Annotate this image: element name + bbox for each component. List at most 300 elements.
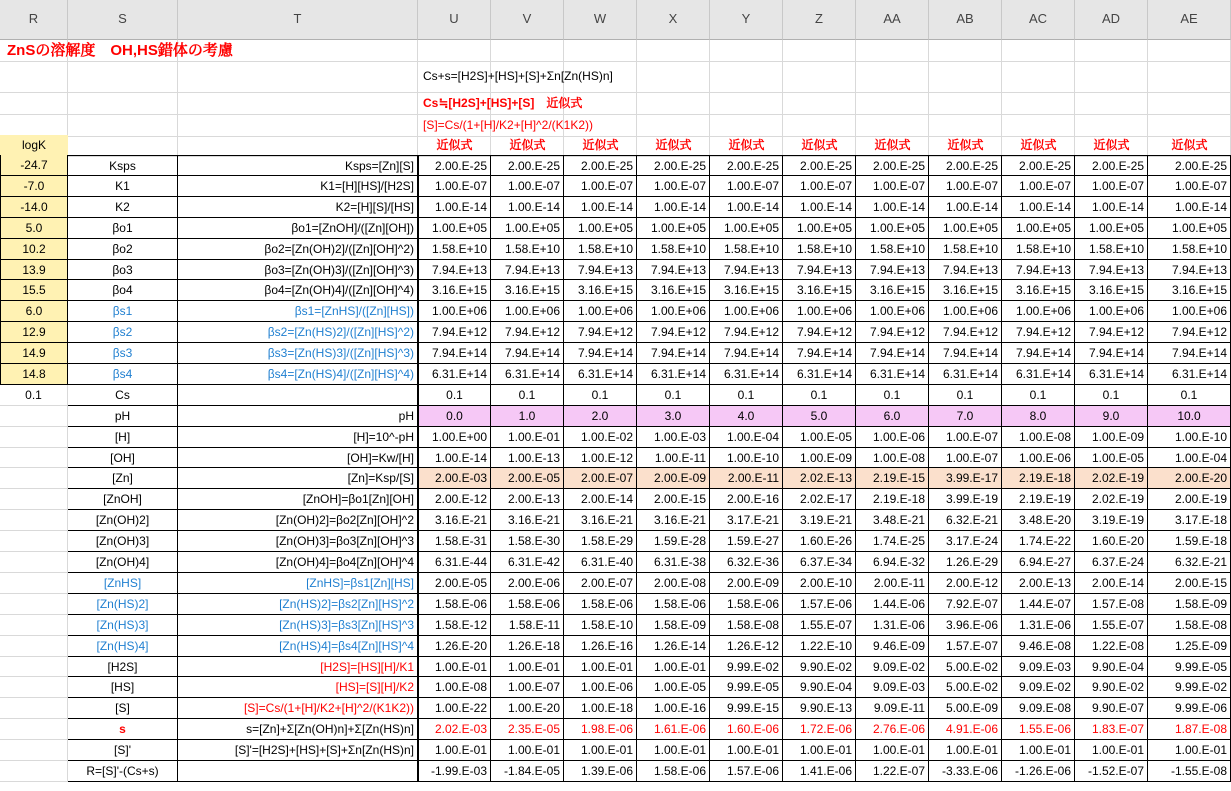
formula[interactable]: s=[Zn]+Σ[Zn(OH)n]+Σ[Zn(HS)n] [178,719,418,740]
formula[interactable]: βs4=[Zn(HS)4]/([Zn][HS]^4) [178,364,418,385]
param-name[interactable]: s [68,719,178,740]
value-cell[interactable]: 1.26.E-18 [491,636,564,657]
value-cell[interactable]: 7.94.E+13 [856,260,929,280]
value-cell[interactable]: 1.58.E+10 [710,239,783,260]
logk-value[interactable]: 5.0 [0,218,68,239]
value-cell[interactable]: 2.00.E-25 [1075,155,1148,176]
value-cell[interactable]: 1.00.E+06 [1075,301,1148,322]
value-cell[interactable]: 9.09.E-02 [856,657,929,677]
logk-value[interactable] [0,740,68,761]
value-cell[interactable]: 7.94.E+14 [637,343,710,364]
value-cell[interactable]: 1.57.E-06 [710,761,783,782]
formula[interactable]: [ZnOH]=βo1[Zn][OH] [178,489,418,510]
value-cell[interactable]: 2.00.E-13 [1002,573,1075,594]
empty-cell[interactable] [1148,40,1231,62]
value-cell[interactable]: 1.58.E-09 [637,615,710,636]
value-cell[interactable]: -1.99.E-03 [418,761,491,782]
value-cell[interactable]: 1.00.E-09 [783,448,856,468]
value-cell[interactable]: 9.09.E-02 [1002,677,1075,698]
value-cell[interactable]: 3.16.E+15 [491,280,564,301]
value-cell[interactable]: 1.60.E-06 [710,719,783,740]
value-cell[interactable]: 1.72.E-06 [783,719,856,740]
param-name[interactable]: [Zn(OH)4] [68,552,178,573]
logk-value[interactable] [0,573,68,594]
value-cell[interactable]: 3.16.E-21 [637,510,710,531]
value-cell[interactable]: 1.25.E-09 [1148,636,1231,657]
value-cell[interactable]: 0.1 [637,385,710,406]
column-header-y[interactable]: Y [710,0,783,40]
value-cell[interactable]: 1.00.E-01 [564,657,637,677]
formula[interactable]: βo4=[Zn(OH)4]/([Zn][OH]^4) [178,280,418,301]
empty-cell[interactable] [856,40,929,62]
value-cell[interactable]: 1.00.E-01 [856,740,929,761]
logk-value[interactable] [0,677,68,698]
value-cell[interactable]: 7.92.E-07 [929,594,1002,615]
value-cell[interactable]: 1.22.E-07 [856,761,929,782]
value-cell[interactable]: 3.16.E+15 [783,280,856,301]
value-cell[interactable]: 9.99.E-15 [710,698,783,719]
param-name[interactable]: [Zn(HS)4] [68,636,178,657]
value-cell[interactable]: 2.00.E-25 [1002,155,1075,176]
value-cell[interactable]: 7.94.E+12 [710,322,783,343]
param-name[interactable]: [Zn(OH)3] [68,531,178,552]
value-cell[interactable]: 0.1 [856,385,929,406]
value-cell[interactable]: 2.00.E-07 [564,468,637,489]
value-cell[interactable]: 6.32.E-21 [1148,552,1231,573]
value-cell[interactable]: 7.94.E+14 [1148,343,1231,364]
value-cell[interactable]: 1.60.E-20 [1075,531,1148,552]
column-header-x[interactable]: X [637,0,710,40]
param-name[interactable]: R=[S]'-(Cs+s) [68,761,178,782]
value-cell[interactable]: 1.00.E-05 [783,427,856,448]
value-cell[interactable]: 6.31.E-38 [637,552,710,573]
logk-value[interactable]: 15.5 [0,280,68,301]
formula[interactable]: [ZnHS]=βs1[Zn][HS] [178,573,418,594]
value-cell[interactable]: 2.00.E-25 [637,155,710,176]
value-cell[interactable]: 1.00.E-07 [929,448,1002,468]
empty-cell[interactable] [178,62,418,93]
value-cell[interactable]: 3.16.E+15 [1002,280,1075,301]
value-cell[interactable]: 6.31.E+14 [1002,364,1075,385]
value-cell[interactable]: 1.58.E-11 [491,615,564,636]
value-cell[interactable]: 7.94.E+12 [929,322,1002,343]
value-cell[interactable]: 1.00.E-04 [1148,448,1231,468]
value-cell[interactable]: 1.00.E-08 [418,677,491,698]
value-cell[interactable]: 1.55.E-07 [783,615,856,636]
value-cell[interactable]: 3.16.E+15 [856,280,929,301]
formula[interactable]: [H2S]=[HS][H]/K1 [178,657,418,677]
value-cell[interactable]: 1.58.E-08 [710,615,783,636]
formula[interactable]: [Zn(HS)2]=βs2[Zn][HS]^2 [178,594,418,615]
value-cell[interactable]: 1.58.E-29 [564,531,637,552]
value-cell[interactable]: 3.16.E+15 [1148,280,1231,301]
empty-cell[interactable] [0,62,68,93]
value-cell[interactable]: 2.19.E-15 [856,468,929,489]
value-cell[interactable]: 6.31.E+14 [929,364,1002,385]
value-cell[interactable]: 1.00.E-22 [418,698,491,719]
value-cell[interactable]: 1.00.E-05 [637,677,710,698]
value-cell[interactable]: 3.16.E+15 [418,280,491,301]
value-cell[interactable]: 2.02.E-03 [418,719,491,740]
logk-value[interactable] [0,489,68,510]
value-cell[interactable]: 0.1 [1148,385,1231,406]
empty-cell[interactable] [1075,93,1148,115]
value-cell[interactable]: 7.94.E+12 [491,322,564,343]
value-cell[interactable]: 1.00.E-14 [637,197,710,218]
logk-value[interactable]: -24.7 [0,155,68,176]
value-cell[interactable]: 0.1 [491,385,564,406]
value-cell[interactable]: 3.0 [637,406,710,427]
value-cell[interactable]: 7.94.E+13 [564,260,637,280]
value-cell[interactable]: 1.00.E+06 [564,301,637,322]
column-header-r[interactable]: R [0,0,68,40]
value-cell[interactable]: 1.00.E-14 [418,448,491,468]
value-cell[interactable]: 2.00.E-06 [491,573,564,594]
param-name[interactable]: βs4 [68,364,178,385]
value-cell[interactable]: 9.0 [1075,406,1148,427]
value-cell[interactable]: 1.00.E-04 [710,427,783,448]
empty-cell[interactable] [564,40,637,62]
value-cell[interactable]: 1.00.E+06 [710,301,783,322]
value-cell[interactable]: 1.00.E+05 [1148,218,1231,239]
formula[interactable]: K2=[H][S]/[HS] [178,197,418,218]
value-cell[interactable]: 6.31.E+14 [1148,364,1231,385]
formula[interactable]: βo1=[ZnOH]/([Zn][OH]) [178,218,418,239]
empty-cell[interactable] [637,40,710,62]
value-cell[interactable]: 1.58.E-06 [637,594,710,615]
value-cell[interactable]: 3.17.E-21 [710,510,783,531]
value-cell[interactable]: 1.87.E-08 [1148,719,1231,740]
value-cell[interactable]: 2.00.E-13 [491,489,564,510]
empty-cell[interactable] [68,93,178,115]
empty-cell[interactable] [1148,93,1231,115]
formula[interactable]: [Zn(OH)3]=βo3[Zn][OH]^3 [178,531,418,552]
logk-value[interactable] [0,510,68,531]
value-cell[interactable]: 9.46.E-08 [1002,636,1075,657]
value-cell[interactable]: 6.31.E-40 [564,552,637,573]
logk-value[interactable]: 10.2 [0,239,68,260]
value-cell[interactable]: 9.90.E-07 [1075,698,1148,719]
value-cell[interactable]: 1.00.E-07 [783,176,856,197]
value-cell[interactable]: 5.00.E-02 [929,657,1002,677]
value-cell[interactable]: 0.0 [418,406,491,427]
value-cell[interactable]: 1.58.E-08 [1148,615,1231,636]
logk-value[interactable] [0,636,68,657]
value-cell[interactable]: 2.00.E-05 [418,573,491,594]
empty-cell[interactable] [68,62,178,93]
logk-value[interactable]: 0.1 [0,385,68,406]
empty-cell[interactable] [710,40,783,62]
value-cell[interactable]: 1.58.E-06 [418,594,491,615]
value-cell[interactable]: 6.94.E-27 [1002,552,1075,573]
value-cell[interactable]: 1.00.E-01 [929,740,1002,761]
param-name[interactable]: pH [68,406,178,427]
value-cell[interactable]: 7.94.E+12 [418,322,491,343]
value-cell[interactable]: 1.00.E-10 [1148,427,1231,448]
param-name[interactable]: K2 [68,197,178,218]
value-cell[interactable]: 3.99.E-17 [929,468,1002,489]
value-cell[interactable]: 1.26.E-12 [710,636,783,657]
formula[interactable]: [OH]=Kw/[H] [178,448,418,468]
value-cell[interactable]: 1.58.E+10 [418,239,491,260]
value-cell[interactable]: 1.98.E-06 [564,719,637,740]
value-cell[interactable]: 2.00.E-25 [564,155,637,176]
value-cell[interactable]: 7.94.E+14 [418,343,491,364]
value-cell[interactable]: 6.31.E-44 [418,552,491,573]
value-cell[interactable]: 7.94.E+14 [491,343,564,364]
value-cell[interactable]: 2.00.E-10 [783,573,856,594]
value-cell[interactable]: 9.90.E-13 [783,698,856,719]
value-cell[interactable]: 1.00.E-01 [491,740,564,761]
value-cell[interactable]: 3.16.E+15 [929,280,1002,301]
formula[interactable]: βo2=[Zn(OH)2]/([Zn][OH]^2) [178,239,418,260]
value-cell[interactable]: 8.0 [1002,406,1075,427]
value-cell[interactable]: 1.00.E-01 [783,740,856,761]
empty-cell[interactable] [178,115,418,137]
value-cell[interactable]: 0.1 [1002,385,1075,406]
value-cell[interactable]: 1.00.E-07 [1002,176,1075,197]
value-cell[interactable]: 1.58.E+10 [1002,239,1075,260]
value-cell[interactable]: 1.00.E+05 [929,218,1002,239]
value-cell[interactable]: 3.99.E-19 [929,489,1002,510]
formula[interactable]: βs2=[Zn(HS)2]/([Zn][HS]^2) [178,322,418,343]
value-cell[interactable]: 9.90.E-02 [1075,677,1148,698]
value-cell[interactable]: 3.16.E-21 [418,510,491,531]
empty-cell[interactable] [1002,93,1075,115]
param-name[interactable]: [Zn(HS)3] [68,615,178,636]
empty-cell[interactable] [418,40,491,62]
value-cell[interactable]: 6.94.E-32 [856,552,929,573]
value-cell[interactable]: 1.58.E+10 [1148,239,1231,260]
value-cell[interactable]: 1.00.E-01 [1002,740,1075,761]
value-cell[interactable]: 6.31.E+14 [783,364,856,385]
param-name[interactable]: [OH] [68,448,178,468]
empty-cell[interactable] [0,115,68,137]
empty-cell[interactable] [1148,115,1231,137]
value-cell[interactable]: 1.00.E+05 [1002,218,1075,239]
value-cell[interactable]: 1.00.E-01 [1075,740,1148,761]
value-cell[interactable]: 3.16.E+15 [637,280,710,301]
value-cell[interactable]: 6.31.E+14 [637,364,710,385]
value-cell[interactable]: 2.02.E-13 [783,468,856,489]
value-cell[interactable]: 2.00.E-25 [491,155,564,176]
formula[interactable]: βo3=[Zn(OH)3]/([Zn][OH]^3) [178,260,418,280]
value-cell[interactable]: 1.00.E-08 [1002,427,1075,448]
logk-value[interactable] [0,468,68,489]
value-cell[interactable]: 2.02.E-17 [783,489,856,510]
value-cell[interactable]: 1.00.E-01 [637,740,710,761]
value-cell[interactable]: 4.0 [710,406,783,427]
value-cell[interactable]: 1.00.E-07 [418,176,491,197]
column-header-ad[interactable]: AD [1075,0,1148,40]
param-name[interactable]: [S]' [68,740,178,761]
value-cell[interactable]: 4.91.E-06 [929,719,1002,740]
value-cell[interactable]: 7.94.E+13 [783,260,856,280]
value-cell[interactable]: 7.94.E+13 [1002,260,1075,280]
column-header-u[interactable]: U [418,0,491,40]
value-cell[interactable]: 1.00.E-14 [1075,197,1148,218]
value-cell[interactable]: 1.00.E+00 [418,427,491,448]
logk-value[interactable] [0,719,68,740]
value-cell[interactable]: 1.00.E-09 [1075,427,1148,448]
value-cell[interactable]: 1.00.E-14 [1002,197,1075,218]
logk-value[interactable] [0,594,68,615]
value-cell[interactable]: 1.58.E+10 [783,239,856,260]
param-name[interactable]: [Zn(OH)2] [68,510,178,531]
value-cell[interactable]: 7.94.E+13 [929,260,1002,280]
formula[interactable]: [Zn(OH)4]=βo4[Zn][OH]^4 [178,552,418,573]
formula[interactable]: [Zn(HS)4]=βs4[Zn][HS]^4 [178,636,418,657]
param-name[interactable]: βs2 [68,322,178,343]
value-cell[interactable]: 1.00.E-01 [491,657,564,677]
column-header-z[interactable]: Z [783,0,856,40]
value-cell[interactable]: 2.00.E-25 [783,155,856,176]
value-cell[interactable]: 1.00.E-14 [710,197,783,218]
value-cell[interactable]: 1.31.E-06 [856,615,929,636]
value-cell[interactable]: 1.58.E+10 [637,239,710,260]
value-cell[interactable]: 1.00.E-07 [856,176,929,197]
value-cell[interactable]: 2.00.E-08 [637,573,710,594]
value-cell[interactable]: 1.58.E-31 [418,531,491,552]
value-cell[interactable]: 1.58.E-06 [491,594,564,615]
value-cell[interactable]: 7.0 [929,406,1002,427]
value-cell[interactable]: 1.00.E+05 [1075,218,1148,239]
value-cell[interactable]: 0.1 [929,385,1002,406]
empty-cell[interactable] [1075,115,1148,137]
value-cell[interactable]: 2.00.E-07 [564,573,637,594]
empty-cell[interactable] [929,40,1002,62]
logk-value[interactable]: -14.0 [0,197,68,218]
value-cell[interactable]: 9.46.E-09 [856,636,929,657]
param-name[interactable]: Cs [68,385,178,406]
value-cell[interactable]: 6.32.E-36 [710,552,783,573]
value-cell[interactable]: 1.00.E+05 [783,218,856,239]
value-cell[interactable]: 1.58.E-09 [1148,594,1231,615]
value-cell[interactable]: 2.19.E-18 [856,489,929,510]
column-header-t[interactable]: T [178,0,418,40]
value-cell[interactable]: 1.58.E+10 [929,239,1002,260]
value-cell[interactable]: 7.94.E+12 [1002,322,1075,343]
value-cell[interactable]: 1.26.E-29 [929,552,1002,573]
empty-cell[interactable] [0,93,68,115]
param-name[interactable]: [H] [68,427,178,448]
value-cell[interactable]: 1.00.E-08 [856,448,929,468]
value-cell[interactable]: 7.94.E+14 [783,343,856,364]
value-cell[interactable]: -3.33.E-06 [929,761,1002,782]
empty-cell[interactable] [1075,62,1148,93]
value-cell[interactable]: 1.00.E-01 [564,740,637,761]
value-cell[interactable]: -1.26.E-06 [1002,761,1075,782]
value-cell[interactable]: 1.58.E-06 [710,594,783,615]
value-cell[interactable]: 1.00.E-01 [418,657,491,677]
value-cell[interactable]: 1.00.E+06 [783,301,856,322]
empty-cell[interactable] [1002,115,1075,137]
value-cell[interactable]: 1.0 [491,406,564,427]
logk-value[interactable] [0,615,68,636]
value-cell[interactable]: 6.0 [856,406,929,427]
empty-cell[interactable] [1002,40,1075,62]
logk-value[interactable] [0,552,68,573]
value-cell[interactable]: 7.94.E+14 [710,343,783,364]
value-cell[interactable]: 9.99.E-05 [710,677,783,698]
value-cell[interactable]: 2.00.E-12 [418,489,491,510]
param-name[interactable]: [S] [68,698,178,719]
value-cell[interactable]: 5.0 [783,406,856,427]
value-cell[interactable]: 7.94.E+13 [1075,260,1148,280]
value-cell[interactable]: 7.94.E+13 [637,260,710,280]
value-cell[interactable]: 2.00.E-25 [929,155,1002,176]
param-name[interactable]: Ksps [68,155,178,176]
value-cell[interactable]: 7.94.E+14 [856,343,929,364]
value-cell[interactable]: 3.19.E-21 [783,510,856,531]
value-cell[interactable]: 2.00.E-19 [1148,489,1231,510]
value-cell[interactable]: 1.00.E-07 [929,176,1002,197]
value-cell[interactable]: 1.00.E+05 [710,218,783,239]
value-cell[interactable]: 1.00.E-20 [491,698,564,719]
value-cell[interactable]: 5.00.E-09 [929,698,1002,719]
value-cell[interactable]: 9.99.E-02 [1148,677,1231,698]
value-cell[interactable]: 1.00.E+06 [929,301,1002,322]
value-cell[interactable]: 1.00.E-14 [1148,197,1231,218]
param-name[interactable]: [ZnOH] [68,489,178,510]
value-cell[interactable]: 7.94.E+13 [491,260,564,280]
value-cell[interactable]: 9.09.E-11 [856,698,929,719]
logk-value[interactable]: 12.9 [0,322,68,343]
value-cell[interactable]: 1.22.E-10 [783,636,856,657]
value-cell[interactable]: 7.94.E+12 [783,322,856,343]
value-cell[interactable]: 1.59.E-18 [1148,531,1231,552]
value-cell[interactable]: 6.31.E-42 [491,552,564,573]
value-cell[interactable]: 1.58.E-30 [491,531,564,552]
logk-value[interactable] [0,657,68,677]
value-cell[interactable]: 1.00.E+06 [418,301,491,322]
value-cell[interactable]: 1.58.E+10 [1075,239,1148,260]
value-cell[interactable]: 0.1 [710,385,783,406]
value-cell[interactable]: 1.55.E-06 [1002,719,1075,740]
empty-cell[interactable] [178,137,418,157]
value-cell[interactable]: 2.00.E-25 [418,155,491,176]
value-cell[interactable]: 2.00.E-09 [637,468,710,489]
formula[interactable]: K1=[H][HS]/[H2S] [178,176,418,197]
param-name[interactable]: βs1 [68,301,178,322]
value-cell[interactable]: -1.52.E-07 [1075,761,1148,782]
param-name[interactable]: βo3 [68,260,178,280]
value-cell[interactable]: 7.94.E+14 [929,343,1002,364]
value-cell[interactable]: 6.31.E+14 [418,364,491,385]
value-cell[interactable]: 7.94.E+14 [564,343,637,364]
value-cell[interactable]: 7.94.E+12 [1075,322,1148,343]
value-cell[interactable]: 1.00.E-14 [856,197,929,218]
empty-cell[interactable] [68,115,178,137]
column-header-aa[interactable]: AA [856,0,929,40]
value-cell[interactable]: 1.26.E-16 [564,636,637,657]
value-cell[interactable]: 1.57.E-07 [929,636,1002,657]
param-name[interactable]: [Zn(HS)2] [68,594,178,615]
logk-value[interactable]: 6.0 [0,301,68,322]
value-cell[interactable]: 2.00.E-05 [491,468,564,489]
value-cell[interactable]: 1.58.E+10 [856,239,929,260]
param-name[interactable]: [ZnHS] [68,573,178,594]
value-cell[interactable]: 1.00.E-06 [564,677,637,698]
value-cell[interactable]: 7.94.E+13 [418,260,491,280]
value-cell[interactable]: 2.00.E-25 [1148,155,1231,176]
value-cell[interactable]: 2.00.E-15 [637,489,710,510]
value-cell[interactable]: 2.02.E-19 [1075,489,1148,510]
value-cell[interactable]: 1.00.E-01 [418,740,491,761]
formula[interactable]: [Zn(HS)3]=βs3[Zn][HS]^3 [178,615,418,636]
value-cell[interactable]: 1.44.E-06 [856,594,929,615]
value-cell[interactable]: -1.55.E-08 [1148,761,1231,782]
